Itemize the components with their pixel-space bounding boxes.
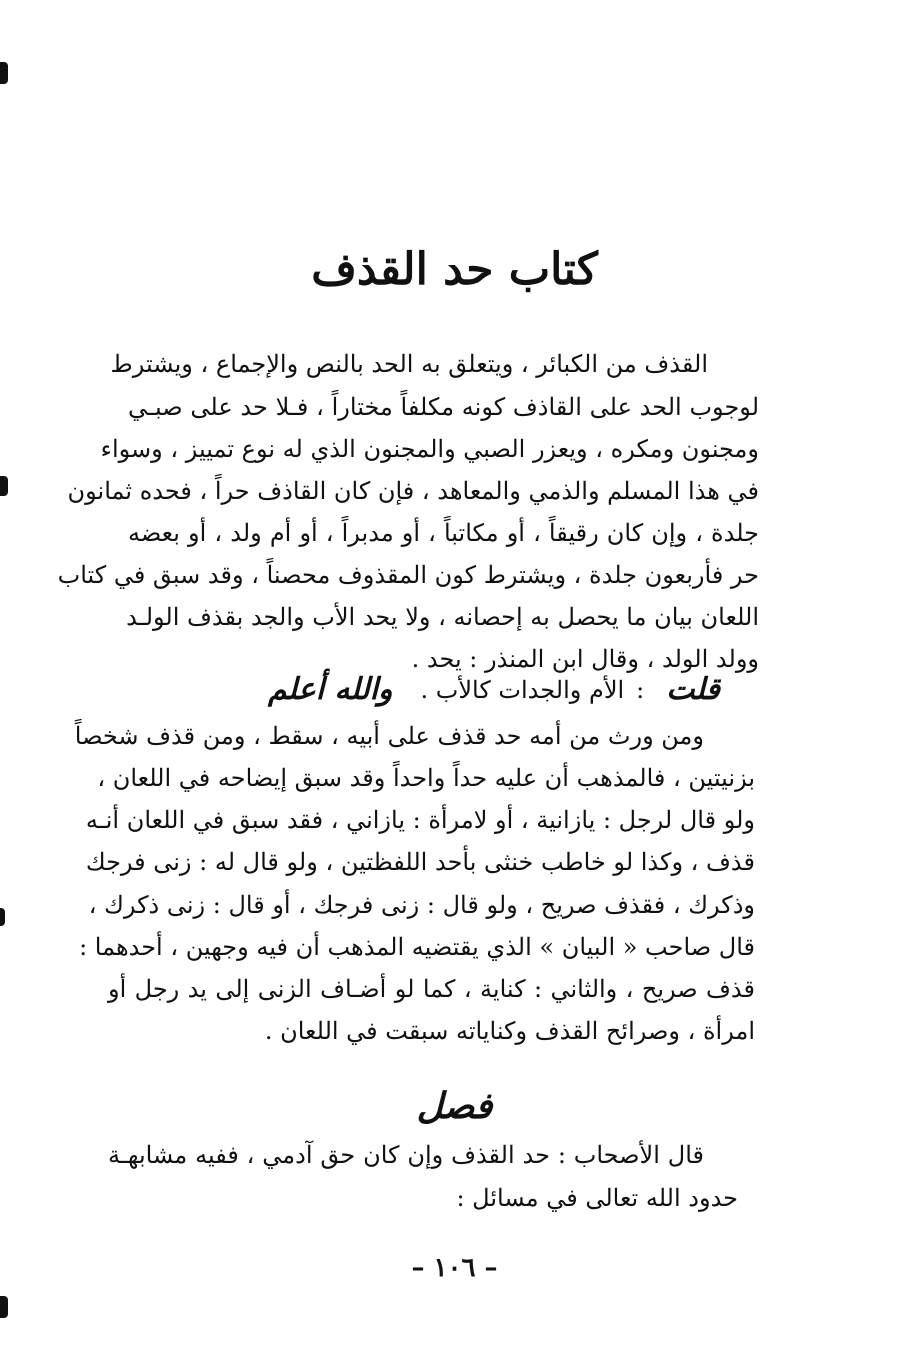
paragraph-2-line: وذكرك ، فقذف صريح ، ولو قال : زنى فرجك ، أو قال : زنى ذكرك ، [88, 891, 755, 919]
paragraph-1-line: القذف من الكبائر ، ويتعلق به الحد بالنص والإجماع ، ويشترط [110, 350, 708, 378]
book-title: كتاب حد القذف [311, 244, 598, 295]
paragraph-2-line: ولو قال لرجل : يازانية ، أو لامرأة : يازاني ، فقد سبق في اللعان أنـه [85, 806, 755, 834]
paragraph-1-line: جلدة ، وإن كان رقيقاً ، أو مكاتباً ، أو مدبراً ، أو أم ولد ، أو بعضه [128, 519, 759, 547]
qult-text: الأم والجدات كالأب . [420, 675, 625, 704]
qult-colon: : [636, 675, 645, 704]
wallahu-alam: والله أعلم [267, 672, 393, 707]
paragraph-3-line: حدود الله تعالى في مسائل : [456, 1184, 738, 1212]
paragraph-1-line: في هذا المسلم والذمي والمعاهد ، فإن كان القاذف حراً ، فحده ثمانون [67, 477, 759, 505]
paragraph-1-line: حر فأربعون جلدة ، ويشترط كون المقذوف محصناً ، وقد سبق في كتاب [57, 561, 759, 589]
paragraph-2-line: بزنيتين ، فالمذهب أن عليه حداً واحداً وقد سبق إيضاحه في اللعان ، [97, 764, 755, 792]
paragraph-1-line: ومجنون ومكره ، ويعزر الصبي والمجنون الذي له نوع تمييز ، وسواء [100, 435, 759, 463]
paragraph-1-line: لوجوب الحد على القاذف كونه مكلفاً مختاراً ، فـلا حد على صبـي [128, 393, 759, 421]
paragraph-1-line: اللعان بيان ما يحصل به إحصانه ، ولا يحد الأب والجد بقذف الولـد [126, 603, 759, 631]
scan-edge-mark [0, 1296, 8, 1318]
paragraph-2-line: امرأة ، وصرائح القذف وكناياته سبقت في اللعان . [264, 1017, 755, 1045]
section-heading-fasl: فصل [416, 1085, 493, 1127]
qult-word: قلت [666, 672, 720, 707]
qult-note [267, 672, 720, 722]
paragraph-2-line: قذف ، وكذا لو خاطب خنثى بأحد اللفظتين ، ولو قال له : زنى فرجك [85, 848, 755, 876]
paragraph-3-line: قال الأصحاب : حد القذف وإن كان حق آدمي ، ففيه مشابهـة [108, 1141, 704, 1169]
paragraph-2-line: قذف صريح ، والثاني : كناية ، كما لو أضـاف الزنى إلى يد رجل أو [108, 975, 755, 1003]
page-number: – ١٠٦ – [411, 1253, 498, 1283]
paragraph-1-line: وولد الولد ، وقال ابن المنذر : يحد . [411, 645, 759, 673]
scan-edge-mark [0, 476, 8, 496]
paragraph-2-line: ومن ورث من أمه حد قذف على أبيه ، سقط ، ومن قذف شخصاً [74, 722, 704, 750]
scan-edge-mark [0, 908, 5, 926]
paragraph-2-line: قال صاحب « البيان » الذي يقتضيه المذهب أن فيه وجهين ، أحدهما : [79, 933, 755, 961]
scan-edge-mark [0, 62, 8, 84]
